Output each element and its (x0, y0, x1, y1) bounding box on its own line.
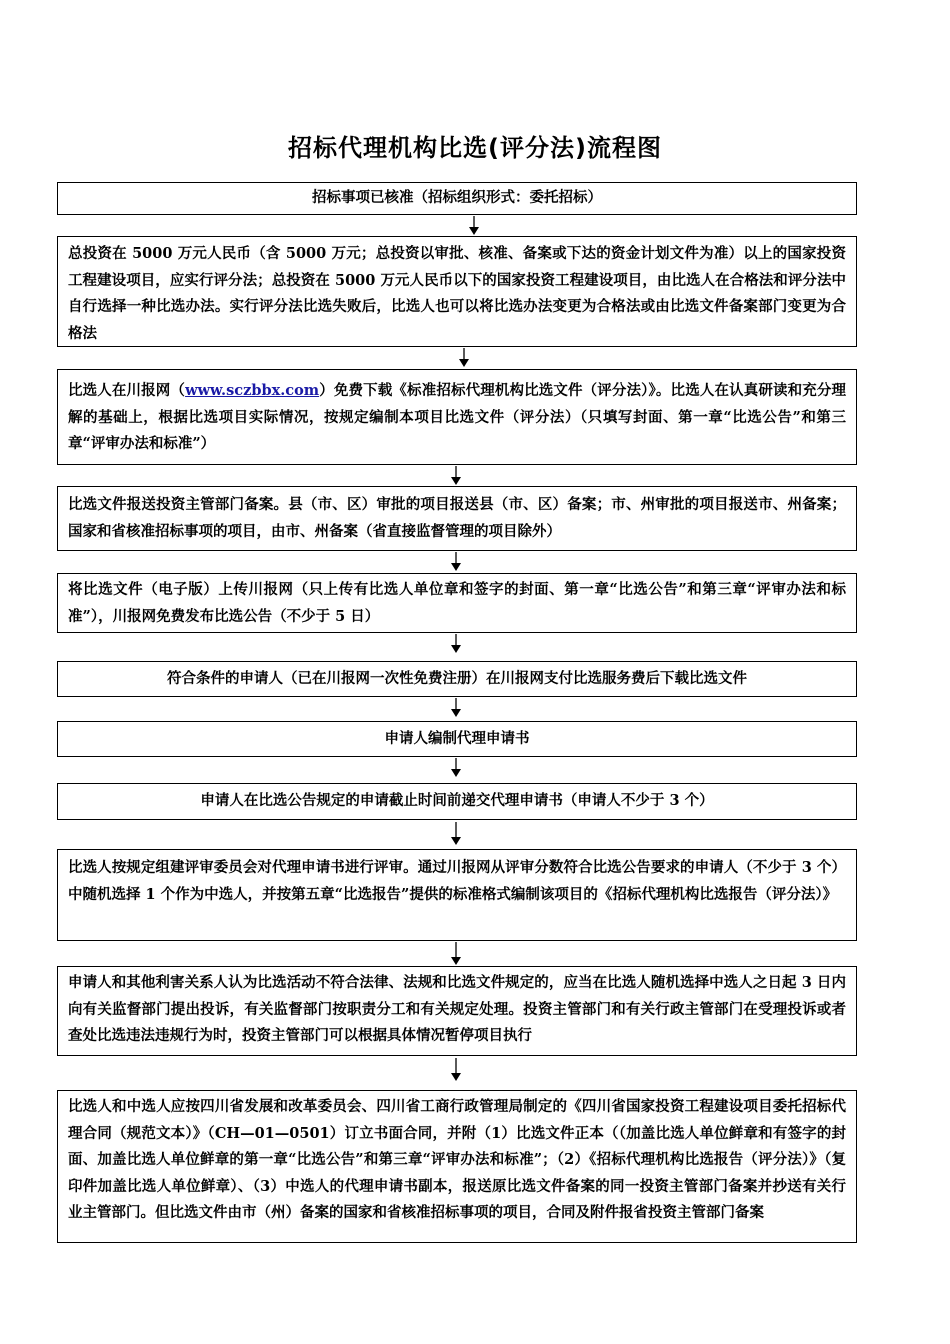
flow-step-10 (57, 966, 857, 1056)
flow-arrow-3 (449, 466, 463, 486)
flow-step-3-text-after: ）免费下载《标准招标代理机构比选文件（评分法）》。比选人在认真研读和充分理解的基础上，根据比选项目实际情况，按规定编制本项目比选文件（评分法）（只填写封面、第一章“比选公告”和第三章“评审办法和标准”） (68, 382, 847, 452)
website-link[interactable]: www.sczbbx.com (185, 382, 320, 399)
flow-step-6-text: 符合条件的申请人（已在川报网一次性免费注册）在川报网支付比选服务费后下载比选文件 (167, 669, 747, 687)
flow-step-6 (57, 661, 857, 697)
flow-step-2 (57, 236, 857, 347)
flow-step-4-text: 比选文件报送投资主管部门备案。县（市、区）审批的项目报送县（市、区）备案；市、州审批的项目报送市、州备案；国家和省核准招标事项的项目，由市、州备案（省直接监督管理的项目除外） (68, 496, 846, 540)
flow-arrow-6 (449, 698, 463, 718)
flow-arrow-5 (449, 634, 463, 654)
flow-step-9 (57, 849, 857, 941)
flow-step-8 (57, 783, 857, 820)
flow-arrow-9 (449, 942, 463, 962)
flow-step-8-text: 申请人在比选公告规定的申请截止时间前递交代理申请书（申请人不少于 3 个） (200, 792, 714, 810)
page-title: 招标代理机构比选(评分法)流程图 (288, 134, 662, 162)
flow-step-5 (57, 573, 857, 633)
flow-step-3 (57, 369, 857, 465)
flow-arrow-4 (449, 552, 463, 572)
flow-step-5-text: 将比选文件（电子版）上传川报网（只上传有比选人单位章和签字的封面、第一章“比选公告”和第三章“评审办法和标准”），川报网免费发布比选公告（不少于 5 日） (68, 581, 846, 625)
flow-step-4 (57, 486, 857, 551)
flow-step-2-text: 总投资在 5000 万元人民币（含 5000 万元；总投资以审批、核准、备案或下达的资金计划文件为准）以上的国家投资工程建设项目，应实行评分法；总投资在 5000 万元人民币以下的国家投资工程建设项目，由比选人在合格法和评分法中自行选择一种比选办法。实行评分法比选失败后，比选人也可以将比选办法变更为合格法或由比选文件备案部门变更为合格法 (68, 245, 846, 342)
flow-step-11-text: 比选人和中选人应按四川省发展和改革委员会、四川省工商行政管理局制定的《四川省国家投资工程建设项目委托招标代理合同（规范文本）》（CH—01—0501）订立书面合同，并附（1）比选文件正本（（加盖比选人单位鲜章和有签字的封面、加盖比选人单位鲜章的第一章“比选公告”和第三章“评审办法和标准”；（2）《招标代理机构比选报告（评分法）》（复印件加盖比选人单位鲜章）、（3）中选人的代理申请书副本，报送原比选文件备案的同一投资主管部门备案并抄送有关行业主管部门。但比选文件由市（州）备案的国家和省核准招标事项的项目，合同及附件报省投资主管部门备案 (68, 1098, 846, 1221)
flow-step-7-text: 申请人编制代理申请书 (384, 729, 530, 747)
flow-arrow-1 (467, 216, 481, 236)
flow-step-1-text: 招标事项已核准（招标组织形式：委托招标） (312, 189, 602, 207)
flow-arrow-8 (449, 822, 463, 842)
flow-arrow-2 (457, 348, 471, 368)
flow-step-1 (57, 182, 857, 215)
flow-arrow-10 (449, 1058, 463, 1078)
flow-step-3-text-before: 比选人在川报网（ (68, 382, 186, 399)
flow-step-9-text: 比选人按规定组建评审委员会对代理申请书进行评审。通过川报网从评审分数符合比选公告要求的申请人（不少于 3 个）中随机选择 1 个作为中选人，并按第五章“比选报告”提供的标准格式编制该项目的《招标代理机构比选报告（评分法）》 (68, 859, 846, 903)
flow-step-7 (57, 721, 857, 757)
flow-step-10-text: 申请人和其他利害关系人认为比选活动不符合法律、法规和比选文件规定的，应当在比选人随机选择中选人之日起 3 日内向有关监督部门提出投诉，有关监督部门按职责分工和有关规定处理。投资主管部门和有关行政主管部门在受理投诉或者查处比选违法违规行为时，投资主管部门可以根据具体情况暂停项目执行 (68, 974, 846, 1044)
flow-step-11 (57, 1090, 857, 1243)
flow-arrow-7 (449, 758, 463, 778)
